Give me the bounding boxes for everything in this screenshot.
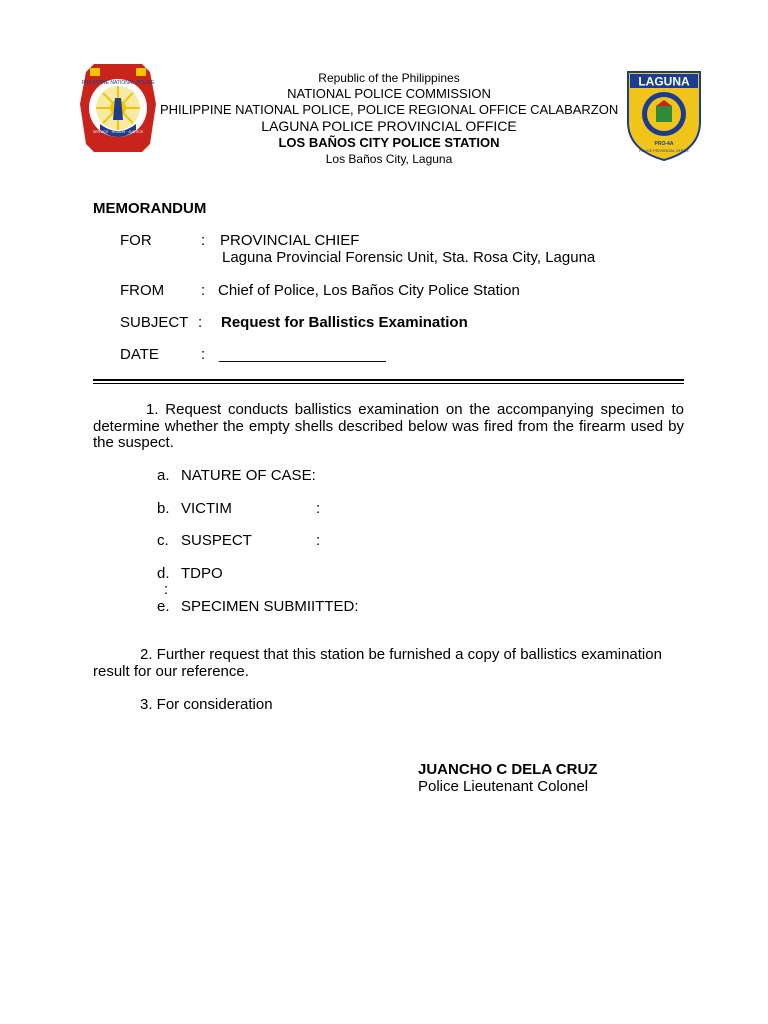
for-colon: : xyxy=(201,232,206,249)
for-value-line2: Laguna Provincial Forensic Unit, Sta. Rosa City, Laguna xyxy=(222,249,596,266)
item-c-text: SUSPECT xyxy=(181,532,252,549)
letterhead-napolcom: NATIONAL POLICE COMMISSION xyxy=(287,86,491,101)
letterhead-station: LOS BAÑOS CITY POLICE STATION xyxy=(278,135,500,150)
laguna-badge-ring: POLICE PROVINCIAL OFFICE xyxy=(639,149,689,153)
paragraph-2: 2. Further request that this station be furnished a copy of ballistics examination result for our reference. xyxy=(93,646,662,680)
for-value: PROVINCIAL CHIEF xyxy=(220,232,360,249)
item-a-marker: a. xyxy=(157,467,170,484)
laguna-badge-title: LAGUNA xyxy=(638,74,690,89)
date-blank: ____________________ xyxy=(219,346,386,363)
header-divider xyxy=(93,379,684,384)
letterhead-pnp-calabarzon: PHILIPPINE NATIONAL POLICE, POLICE REGIONAL OFFICE CALABARZON xyxy=(160,102,619,117)
item-c-marker: c. xyxy=(157,532,169,549)
pnp-seal-logo xyxy=(80,64,156,152)
paragraph-1: 1. Request conducts ballistics examination on the accompanying specimen to determine whether the empty shells described below was fired from the firearm used by the suspect. xyxy=(93,401,684,451)
item-b-text: VICTIM xyxy=(181,500,232,517)
item-d-colon: : xyxy=(164,581,169,598)
laguna-ppo-badge-logo xyxy=(626,70,702,162)
from-value: Chief of Police, Los Baños City Police Station xyxy=(218,282,520,299)
subject-value: Request for Ballistics Examination xyxy=(221,314,468,331)
item-d-marker: d. xyxy=(157,565,170,582)
memo-title: MEMORANDUM xyxy=(93,200,207,217)
letterhead-republic: Republic of the Philippines xyxy=(318,71,460,85)
from-colon: : xyxy=(201,282,206,299)
signatory-name: JUANCHO C DELA CRUZ xyxy=(418,761,598,778)
item-e-text: SPECIMEN SUBMIITTED: xyxy=(181,598,359,615)
signatory-rank: Police Lieutenant Colonel xyxy=(418,778,589,795)
laguna-badge-sub: PRO-4A xyxy=(654,141,674,147)
from-label: FROM xyxy=(120,282,165,299)
letterhead-address: Los Baños City, Laguna xyxy=(325,152,453,166)
pnp-seal-text: PHILIPPINE NATIONAL POLICE xyxy=(81,80,155,86)
item-b-marker: b. xyxy=(157,500,170,517)
subject-colon: : xyxy=(198,314,203,331)
pnp-seal-motto: SERVICE · HONOR · JUSTICE xyxy=(92,130,144,134)
date-colon: : xyxy=(201,346,206,363)
date-label: DATE xyxy=(120,346,159,363)
subject-label: SUBJECT xyxy=(120,314,189,331)
item-e-marker: e. xyxy=(157,598,170,615)
item-a-text: NATURE OF CASE: xyxy=(181,467,316,484)
letterhead-laguna-ppo: LAGUNA POLICE PROVINCIAL OFFICE xyxy=(261,118,517,134)
item-b-colon: : xyxy=(316,500,321,517)
paragraph-3: 3. For consideration xyxy=(140,696,273,713)
for-label: FOR xyxy=(120,232,152,249)
item-d-text: TDPO xyxy=(181,565,223,582)
item-c-colon: : xyxy=(316,532,321,549)
